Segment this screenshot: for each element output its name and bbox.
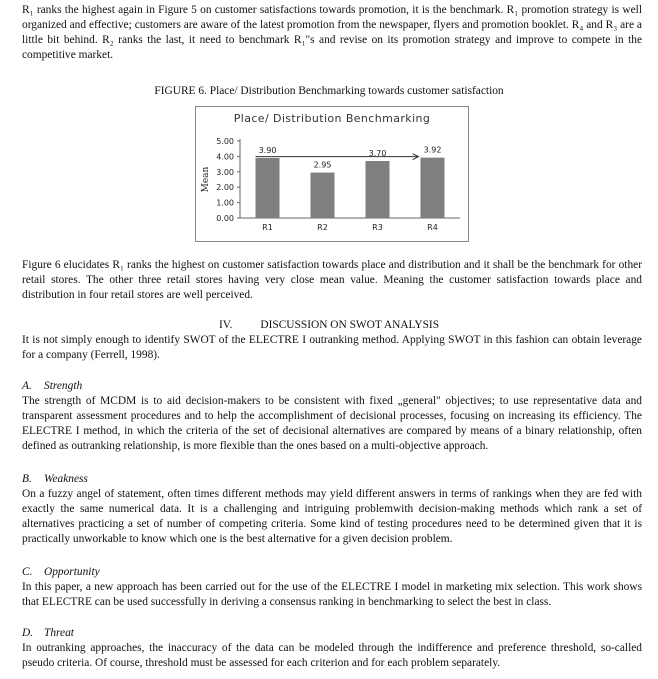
subsection-threat-heading	[22, 626, 74, 641]
subsection-strength-heading	[22, 379, 82, 394]
bar	[366, 161, 390, 218]
chart-title: Place/ Distribution Benchmarking	[233, 112, 431, 125]
y-tick-label: 0.00	[216, 214, 234, 223]
subsection-title: Strength	[44, 380, 83, 392]
x-tick-label: R4	[427, 223, 438, 232]
bar	[256, 158, 280, 218]
y-axis-title: Mean	[201, 166, 211, 193]
y-tick-label: 2.00	[216, 183, 234, 193]
subsection-opportunity-heading	[22, 565, 100, 580]
swot-intro-paragraph: It is not simply enough to identify SWOT of the ELECTRE I outranking method. Applying SWOT in this fashion can obtain leverage for a company (Ferrell, 1998).	[22, 334, 642, 361]
threat-paragraph: In outranking approaches, the inaccuracy of the data can be modeled through the indifference and preference threshold, so-called pseudo criteria. Of course, threshold must be assessed for each criterion and for each problem separately.	[22, 642, 642, 669]
subsection-letter: C.	[22, 566, 33, 578]
subsection-title: Opportunity	[44, 566, 100, 578]
data-label: 3.90	[258, 145, 277, 155]
y-tick-label: 3.00	[216, 167, 234, 177]
strength-paragraph: The strength of MCDM is to aid decision-makers to be consistent with fixed „general" objectives; to use representative data and transparent assessment procedures and to help the accomplishment of decisional processes, focusing on increasing its efficiency. The ELECTRE I method, in which the criteria of the set of decisional alternatives are compared by means of a binary relationship, often defined as outranking relationship, is more flexible than the ones based on a multi-objective approach.	[22, 395, 642, 452]
subsection-letter: D.	[22, 627, 34, 639]
subsection-weakness-heading	[22, 472, 88, 487]
bar-chart	[195, 106, 469, 242]
data-label: 3.70	[368, 149, 387, 159]
data-label: 2.95	[313, 160, 332, 170]
bar	[311, 173, 335, 218]
chart-plot	[196, 107, 468, 241]
x-tick-label: R1	[262, 223, 273, 232]
subsection-title: Weakness	[44, 473, 88, 485]
opportunity-paragraph: In this paper, a new approach has been carried out for the use of the ELECTRE I model in marketing mix selection. This work shows that ELECTRE can be used successfully in deriving a consensus ranking in benchmarking to select the best in class.	[22, 581, 642, 608]
section-number: IV.	[218, 319, 233, 331]
figure-caption: FIGURE 6. Place/ Distribution Benchmarking towards customer satisfaction	[154, 85, 504, 97]
weakness-paragraph: On a fuzzy angel of statement, often times different methods may yield different answers in terms of rankings when they are fed with exactly the same numerical data. It is a challenging and intriguing problemwith decision-making methods which rank a set of alternatives practicing a set of number of competing criteria. Some kind of testing procedures need to be determined given that it is practically unworkable to know which one is the best alternative for a given decision problem.	[22, 488, 642, 545]
y-tick-label: 4.00	[216, 152, 234, 162]
subsection-title: Threat	[44, 627, 74, 639]
subsection-letter: B.	[22, 473, 32, 485]
data-label: 3.92	[423, 145, 442, 155]
figure-discussion-paragraph: Figure 6 elucidates R₁ ranks the highest on customer satisfaction towards place and distribution and it shall be the benchmark for other retail stores. The other three retail stores having very close mean value. Meaning the customer satisfaction towards place and distribution in four retail stores are well perceived.	[22, 259, 642, 301]
intro-paragraph: R₁ ranks the highest again in Figure 5 on customer satisfactions towards promotion, it is the benchmark. R₁ promotion strategy is well organized and effective; customers are aware of the latest promotion from the newspaper, flyers and promotion booklet. R₄ and R₃ are a little bit behind. R₂ ranks the last, it need to benchmark R₁"s and revise on its promotion strategy and improve to compete in the competitive market.	[22, 4, 642, 61]
section-title: DISCUSSION ON SWOT ANALYSIS	[260, 319, 440, 331]
y-tick-label: 5.00	[216, 137, 234, 146]
bar	[421, 158, 445, 218]
y-tick-label: 1.00	[216, 198, 234, 208]
subsection-letter: A.	[22, 380, 32, 392]
section-heading	[0, 318, 658, 333]
x-tick-label: R3	[372, 223, 383, 232]
x-tick-label: R2	[317, 223, 328, 232]
